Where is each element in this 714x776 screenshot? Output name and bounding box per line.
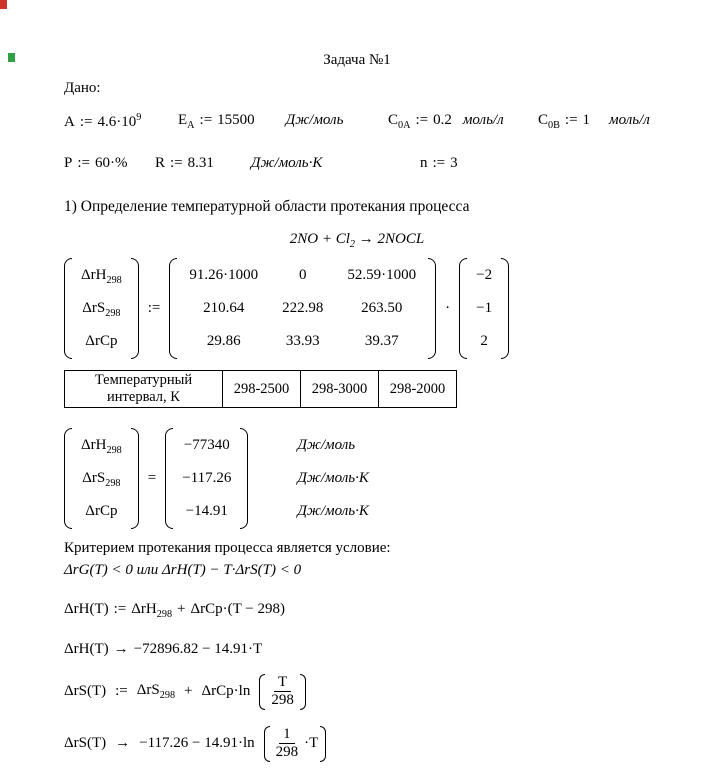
arrow-op: →: [113, 641, 129, 657]
unit-C0B: моль/л: [609, 112, 650, 128]
assign-op: :=: [147, 300, 161, 316]
result-value: −77340: [183, 437, 230, 453]
matrix-cell: 263.50: [361, 300, 403, 316]
var-subscript: 0A: [398, 120, 411, 131]
label-dCp: [81, 332, 122, 351]
exponent: 9: [136, 112, 142, 123]
matrix-result-region: [64, 428, 369, 529]
assign-op: :=: [115, 683, 128, 700]
criterion-formula: ΔrG(T) < 0 или ΔrH(T) − T·ΔrS(T) < 0: [64, 562, 302, 578]
definition-C0A: [388, 112, 504, 131]
criterion-text: Критерием протекания процесса является условие:: [64, 540, 391, 556]
var-base: E: [178, 112, 188, 128]
entropy-result: [64, 726, 326, 762]
term-dS298: [137, 682, 175, 701]
var-EA: [178, 112, 195, 131]
arrow-op: →: [115, 735, 131, 752]
matrix-cell: 0: [299, 267, 307, 283]
left-paren: [259, 674, 265, 710]
reaction-pre: 2NO + Cl: [289, 231, 350, 247]
term-subscript: 298: [156, 609, 173, 620]
result-value: −117.26: [182, 470, 232, 486]
interval-cell: 298-2500: [223, 371, 301, 408]
value-P: 60·%: [94, 155, 128, 171]
fraction-numerator: 1: [279, 726, 295, 744]
interval-cell: 298-3000: [301, 371, 379, 408]
vector-cell: 2: [480, 333, 488, 349]
label-dH298: [81, 266, 122, 285]
var-A: A: [64, 114, 75, 130]
assign-op: :=: [415, 112, 429, 128]
result-unit: Дж/моль: [297, 437, 356, 453]
reaction-post: → 2NOCL: [355, 231, 425, 247]
thermo-labels-vector: [64, 258, 139, 359]
fraction-numerator: T: [274, 674, 291, 692]
left-paren: [264, 726, 270, 762]
matrix-definition-region: [64, 258, 509, 359]
definition-P: [64, 155, 127, 172]
right-paren: [501, 258, 509, 359]
definition-EA: [178, 112, 343, 131]
lhs: ΔrH(T): [64, 601, 109, 617]
equals-op: =: [147, 470, 157, 486]
stoichiometry-vector: [459, 258, 509, 359]
label-subscript: 298: [106, 445, 122, 456]
value-n: 3: [450, 155, 458, 171]
assign-op: :=: [170, 155, 183, 171]
result-vector: [165, 428, 248, 529]
ln-argument: [259, 674, 306, 710]
assign-op: :=: [432, 155, 446, 171]
var-C0A: [388, 112, 410, 131]
vector-cell: −1: [476, 300, 493, 316]
lhs: ΔrS(T): [64, 683, 107, 700]
rhs-post: ·T: [304, 735, 319, 752]
label-base: ΔrCp: [85, 503, 118, 519]
label-base: ΔrS: [82, 470, 106, 486]
result-unit: Дж/моль·К: [297, 503, 369, 519]
plus-op: +: [177, 601, 186, 617]
rhs-pre: −117.26 − 14.91·ln: [139, 735, 255, 752]
left-paren: [64, 258, 72, 359]
unit-C0A: моль/л: [462, 112, 504, 128]
fraction: [272, 726, 303, 762]
label-dS298: [81, 469, 122, 488]
assign-op: :=: [199, 112, 213, 128]
term-subscript: 298: [159, 690, 176, 702]
rhs: −72896.82 − 14.91·T: [133, 641, 263, 657]
label-subscript: 298: [106, 275, 122, 286]
matrix-cell: 91.26·1000: [189, 267, 259, 283]
value-C0B: 1: [582, 112, 591, 128]
var-base: C: [388, 112, 399, 128]
matrix-cell: 210.64: [203, 300, 245, 316]
reaction-subscript: 2: [349, 239, 356, 250]
term-dCp: ΔrCp·(T − 298): [190, 601, 285, 617]
label-dCp: [81, 502, 122, 521]
definition-A: [64, 112, 141, 131]
enthalpy-definition: [64, 601, 285, 620]
label-base: ΔrS: [82, 300, 106, 316]
term-base: ΔrS: [136, 682, 160, 699]
var-R: R: [155, 155, 166, 171]
right-paren: [131, 258, 139, 359]
value-R: 8.31: [187, 155, 214, 171]
var-C0B: [538, 112, 560, 131]
label-base: ΔrCp: [85, 333, 118, 349]
term-ln: ΔrCp·ln: [201, 683, 251, 700]
matrix-cell: 39.37: [364, 333, 399, 349]
value-A: [97, 112, 141, 131]
right-paren: [240, 428, 248, 529]
var-base: C: [538, 112, 549, 128]
assign-op: :=: [77, 155, 90, 171]
matrix-cell: 52.59·1000: [347, 267, 417, 283]
definition-C0B: [538, 112, 650, 131]
unit-R: Дж/моль·К: [250, 155, 323, 171]
var-subscript: 0B: [548, 120, 560, 131]
definition-n: [420, 155, 458, 172]
entropy-definition: [64, 674, 306, 710]
value-C0A: 0.2: [433, 112, 452, 128]
matrix-cell: 29.86: [206, 333, 241, 349]
temperature-interval-table: [64, 370, 457, 408]
left-paren: [64, 428, 72, 529]
left-paren: [169, 258, 177, 359]
value-EA: 15500: [217, 112, 255, 128]
right-paren: [131, 428, 139, 529]
assign-op: :=: [79, 114, 93, 130]
label-subscript: 298: [105, 478, 121, 489]
var-n: n: [420, 155, 428, 171]
mantissa: 4.6·10: [97, 114, 137, 130]
matrix-cell: 33.93: [285, 333, 320, 349]
label-base: ΔrH: [81, 267, 107, 283]
given-label: Дано:: [64, 80, 101, 96]
interval-cell: 298-2000: [379, 371, 457, 408]
coefficient-matrix: [169, 258, 436, 359]
term-dH298: [131, 601, 172, 620]
right-paren: [300, 674, 306, 710]
result-value: −14.91: [185, 503, 228, 519]
lhs: ΔrS(T): [64, 735, 107, 752]
units-column: [297, 428, 368, 529]
label-dS298: [81, 299, 122, 318]
definition-R: [155, 155, 322, 172]
enthalpy-result: [64, 641, 262, 658]
var-P: P: [64, 155, 73, 171]
label-subscript: 298: [105, 308, 121, 319]
screen-artifact-red: [0, 0, 7, 9]
left-paren: [459, 258, 467, 359]
label-base: ΔrH: [81, 437, 107, 453]
thermo-labels-vector: [64, 428, 139, 529]
assign-op: :=: [564, 112, 578, 128]
interval-table-header: Температурный интервал, К: [65, 371, 223, 408]
problem-title: Задача №1: [323, 52, 391, 68]
term-base: ΔrH: [131, 601, 157, 617]
vector-cell: −2: [476, 267, 493, 283]
label-dH298: [81, 436, 122, 455]
right-paren: [320, 726, 326, 762]
assign-op: :=: [113, 601, 127, 617]
var-subscript: A: [187, 120, 195, 131]
fraction-denominator: 298: [275, 744, 299, 761]
matrix-cell: 222.98: [282, 300, 324, 316]
right-paren: [428, 258, 436, 359]
ln-argument: [264, 726, 327, 762]
section-1-heading: 1) Определение температурной области протекания процесса: [64, 198, 470, 215]
unit-EA: Дж/моль: [285, 112, 344, 128]
lhs: ΔrH(T): [64, 641, 109, 657]
reaction-equation: [0, 231, 714, 250]
result-unit: Дж/моль·К: [297, 470, 369, 486]
left-paren: [165, 428, 173, 529]
fraction-denominator: 298: [271, 692, 294, 709]
plus-op: +: [184, 683, 193, 700]
fraction: [267, 674, 298, 710]
multiply-op: ·: [445, 300, 451, 316]
